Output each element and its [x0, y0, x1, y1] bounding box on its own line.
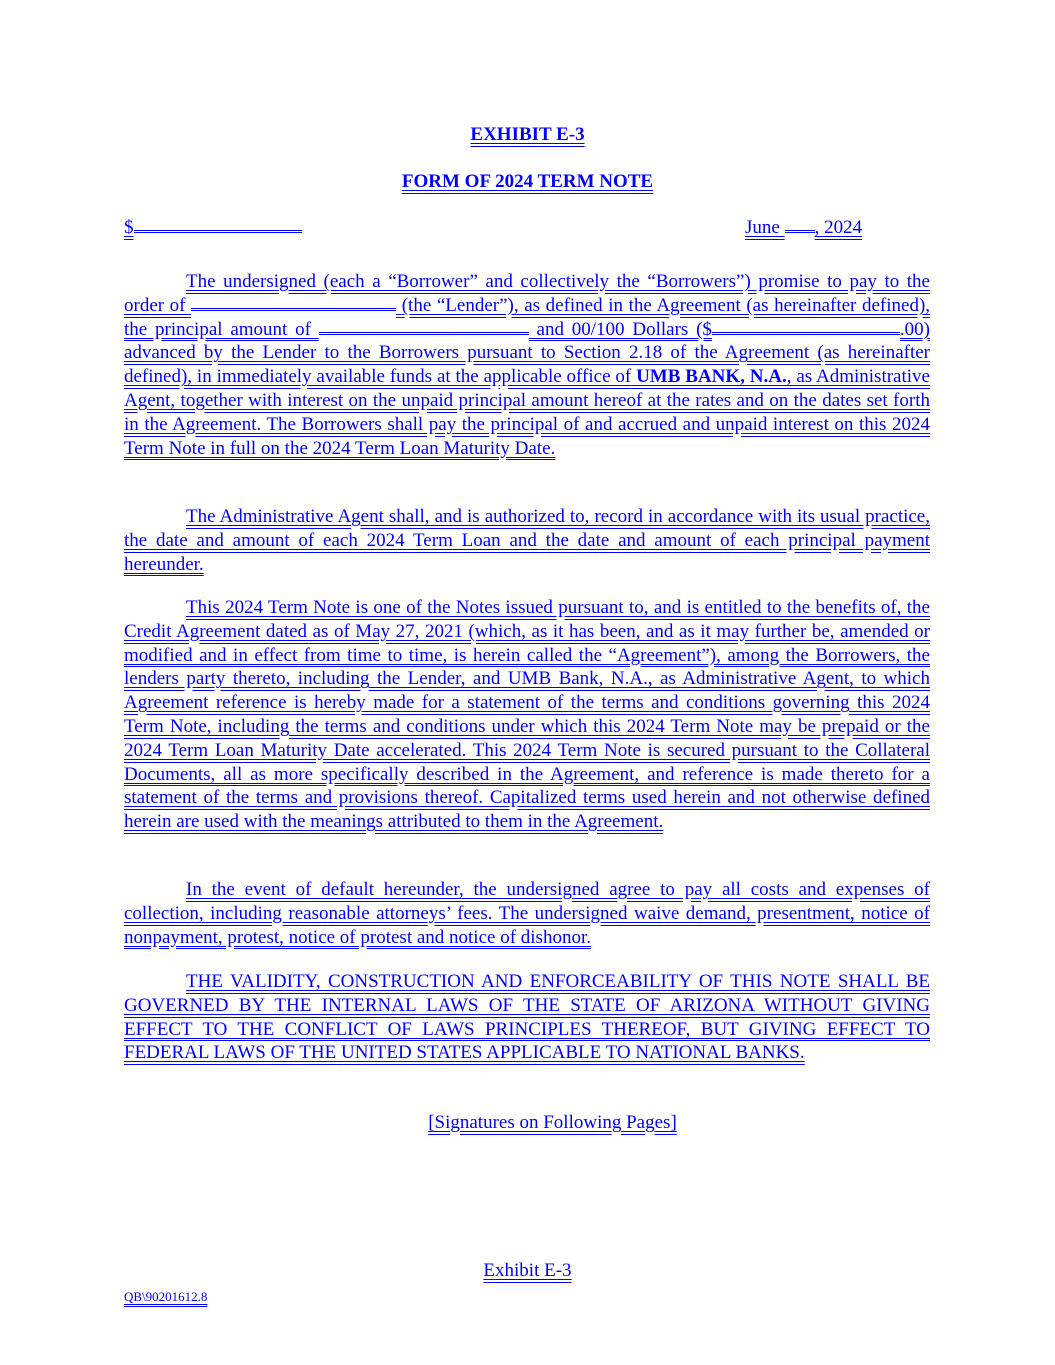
- paragraph-recording: [124, 505, 930, 576]
- exhibit-title: EXHIBIT E-3: [470, 124, 585, 145]
- p4-text: In the event of default hereunder, the undersigned agree to pay all costs and expenses of collection, including reasonable attorneys’ fees. The undersigned waive demand, presentment, notice of nonpayment, protest, notice of protest and notice of dishonor.: [124, 879, 930, 948]
- p1-text-d: .00) advanced by the Lender to the Borrowers pursuant to Section 2.18 of the Agreement (as hereinafter defined), in immediately available funds at the applicable office of: [124, 318, 930, 388]
- footer-exhibit-label: Exhibit E-3: [483, 1260, 572, 1281]
- p2-text: The Administrative Agent shall, and is authorized to, record in accordance with its usual practice, the date and amount of each 2024 Term Loan and the date and amount of each principal payment hereunder.: [124, 506, 930, 575]
- lender-name-blank: [191, 294, 396, 311]
- p1-text-c: and 00/100 Dollars ($: [536, 318, 712, 340]
- document-id: QB\90201612.8: [124, 1289, 208, 1304]
- dollar-sign: $: [124, 217, 134, 238]
- signature-note: [Signatures on Following Pages]: [428, 1112, 677, 1133]
- paragraph-payment-promise: [124, 270, 930, 460]
- date-year: , 2024: [814, 217, 863, 238]
- p1-text-b: (the “Lender”), as defined in the Agreement (as hereinafter defined), the principal amount of: [124, 294, 931, 340]
- paragraph-default: [124, 878, 930, 949]
- date-month: June: [745, 217, 780, 238]
- paragraph-governing-law: [124, 970, 930, 1065]
- p3-text: This 2024 Term Note is one of the Notes issued pursuant to, and is entitled to the benefits of, the Credit Agreement dated as of May 27, 2021 (which, as it has been, and as it may further be, amended or modified and in effect from time to time, is herein called the “Agreement”), among the Borrowers, the lenders party thereto, including the Lender, and UMB Bank, N.A., as Administrative Agent, to which Agreement reference is hereby made for a statement of the terms and conditions governing this 2024 Term Note, including the terms and conditions under which this 2024 Term Note may be prepaid or the 2024 Term Loan Maturity Date accelerated. This 2024 Term Note is secured pursuant to the Collateral Documents, all as more specifically described in the Agreement, and reference is made thereto for a statement of the terms and provisions thereof. Capitalized terms used herein and not otherwise defined herein are used with the meanings attributed to them in the Agreement.: [124, 597, 930, 833]
- p1-text-a: The undersigned (each a “Borrower” and collectively the “Borrowers”) promise to pay to the order of: [124, 271, 930, 316]
- amount-line: [124, 216, 302, 239]
- p5-text: THE VALIDITY, CONSTRUCTION AND ENFORCEABILITY OF THIS NOTE SHALL BE GOVERNED BY THE INTERNAL LAWS OF THE STATE OF ARIZONA WITHOUT GIVING EFFECT TO THE CONFLICT OF LAWS PRINCIPLES THEREOF, BUT GIVING EFFECT TO FEDERAL LAWS OF THE UNITED STATES APPLICABLE TO NATIONAL BANKS.: [124, 971, 930, 1064]
- p1-text-e: , as Administrative Agent, together with interest on the unpaid principal amount hereof at the rates and on the dates set forth in the Agreement. The Borrowers shall pay the principal of and accrued and unpaid interest on this 2024 Term Note in full on the 2024 Term Loan Maturity Date.: [124, 366, 930, 459]
- form-title: FORM OF 2024 TERM NOTE: [401, 171, 654, 192]
- amount-blank: [134, 216, 302, 233]
- principal-amount-words-blank: [319, 318, 529, 335]
- principal-amount-figures-blank: [712, 318, 900, 335]
- paragraph-credit-agreement: [124, 596, 930, 834]
- date-day-blank: [785, 216, 815, 233]
- bank-name: UMB BANK, N.A.: [636, 366, 787, 388]
- date-line: [745, 216, 862, 239]
